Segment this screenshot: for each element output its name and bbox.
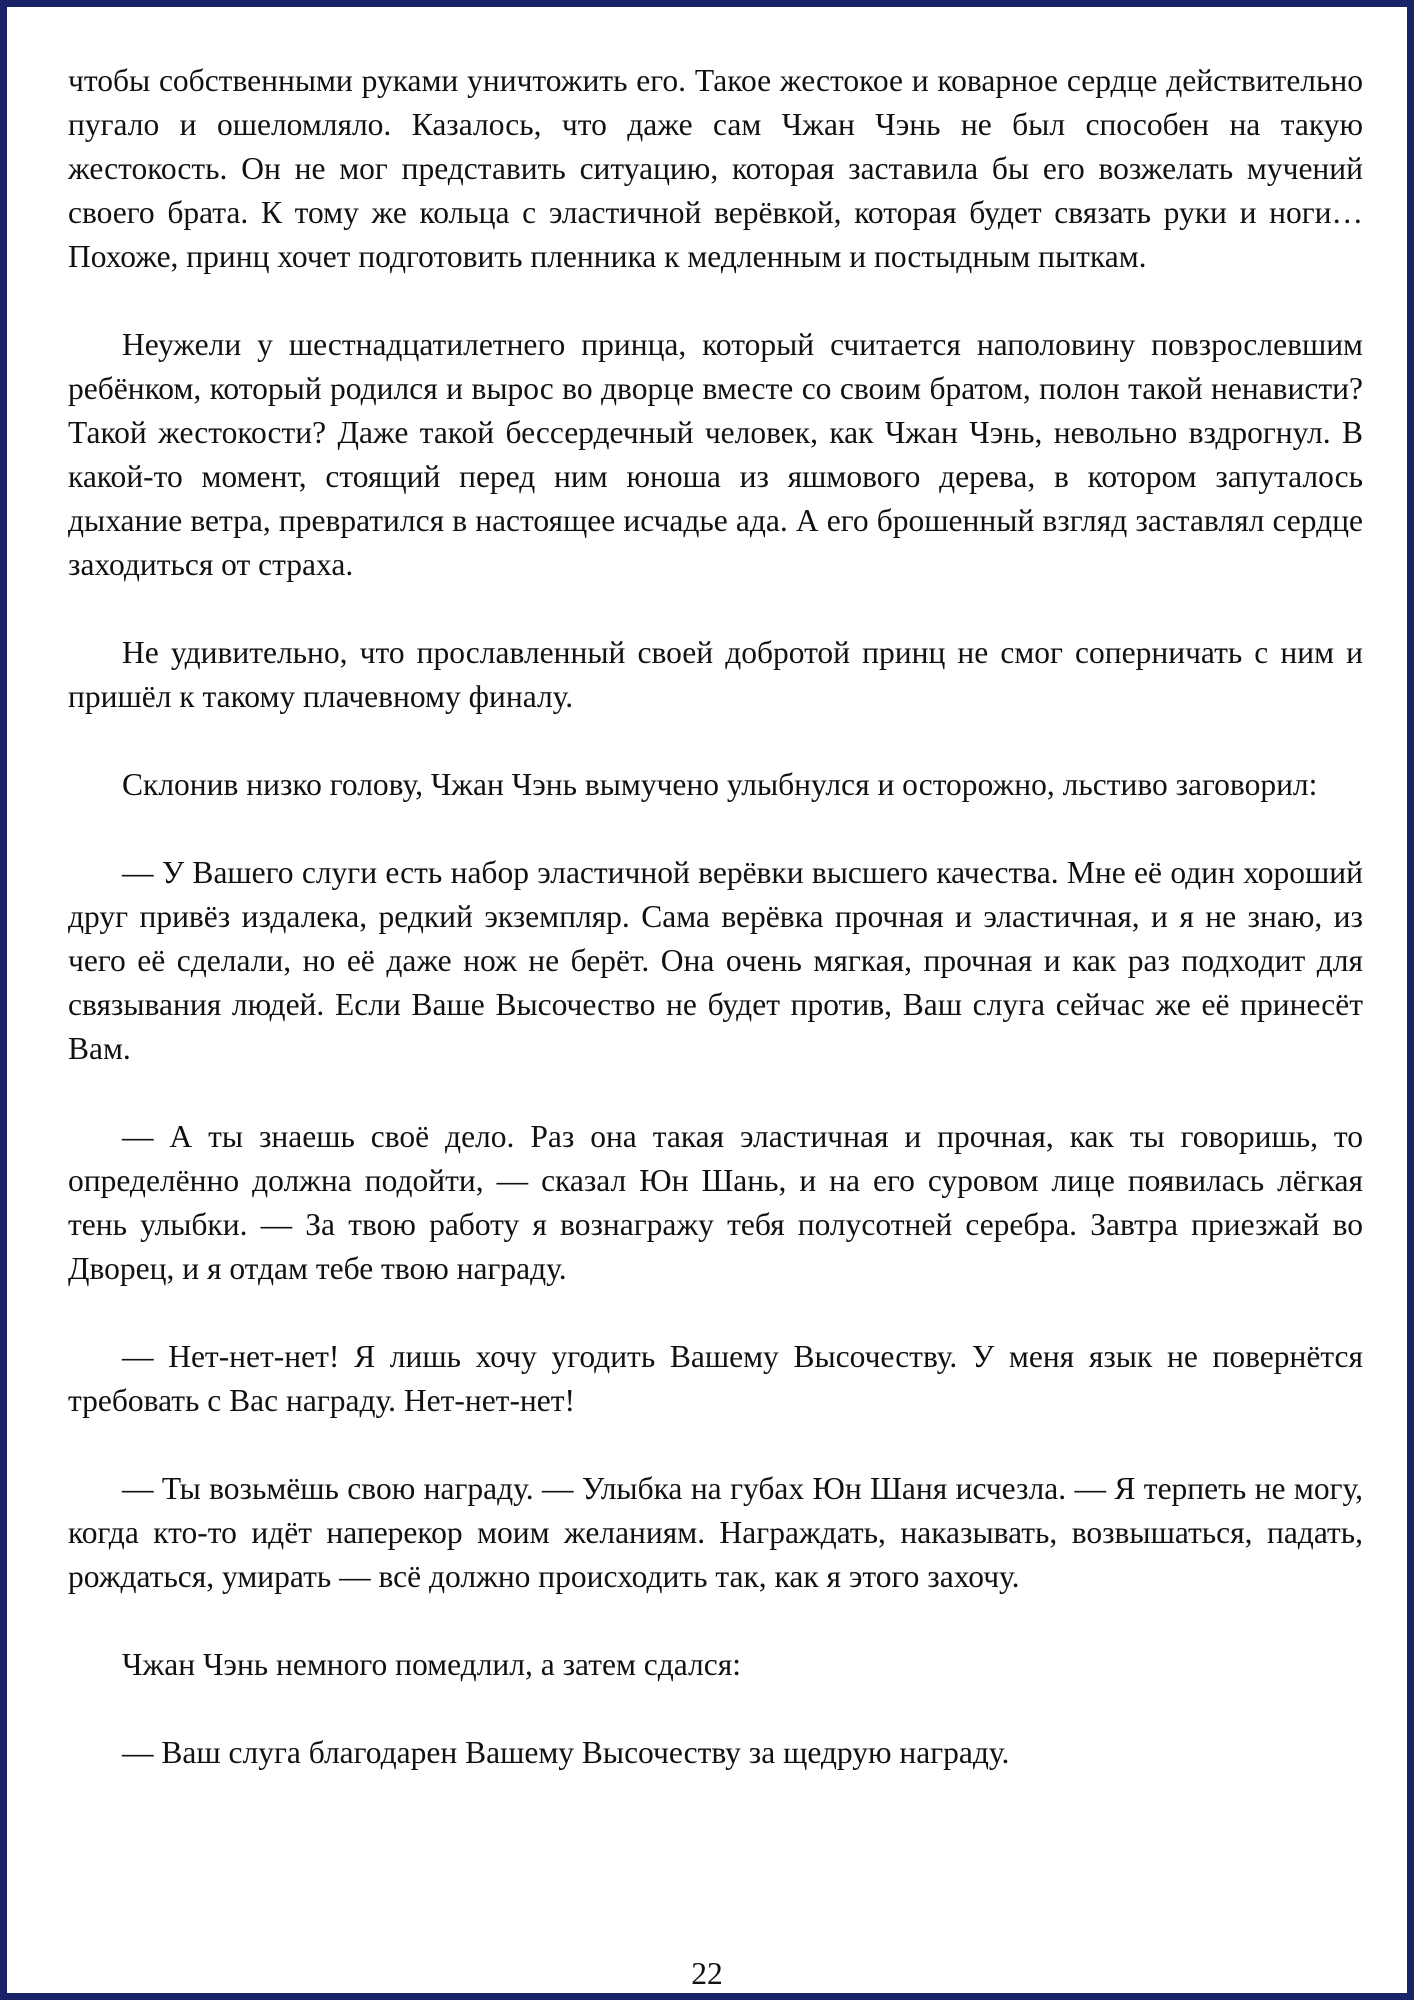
paragraph: Чжан Чэнь немного помедлил, а затем сдался: xyxy=(122,1647,741,1682)
paragraph: — А ты знаешь своё дело. Раз она такая эластичная и прочная, как ты говоришь, то определённо должна подойти, — сказал Юн Шань, и на его суровом лице появилась лёгкая тень улыбки. — За твою работу я вознагражу тебя полусотней серебра. Завтра приезжай во Дворец, и я отдам тебе твою награду. xyxy=(68,1119,1363,1286)
paragraph: Склонив низко голову, Чжан Чэнь вымучено улыбнулся и осторожно, льстиво заговорил: xyxy=(122,767,1318,802)
page-body xyxy=(68,59,1363,1775)
paragraph: — Ваш слуга благодарен Вашему Высочеству за щедрую награду. xyxy=(122,1735,1010,1770)
page-number: 22 xyxy=(691,1956,723,1991)
paragraph: — Ты возьмёшь свою награду. — Улыбка на губах Юн Шаня исчезла. — Я терпеть не могу, когда кто-то идёт наперекор моим желаниям. Награждать, наказывать, возвышаться, падать, рождаться, умирать — всё должно происходить так, как я этого захочу. xyxy=(68,1471,1363,1594)
paragraph: — Нет-нет-нет! Я лишь хочу угодить Вашему Высочеству. У меня язык не повернётся требовать с Вас награду. Нет-нет-нет! xyxy=(68,1339,1363,1418)
paragraph: Не удивительно, что прославленный своей добротой принц не смог соперничать с ним и пришёл к такому плачевному финалу. xyxy=(68,635,1363,714)
paragraph: Неужели у шестнадцатилетнего принца, который считается наполовину повзрослевшим ребёнком, который родился и вырос во дворце вместе со своим братом, полон такой ненависти? Такой жестокости? Даже такой бессердечный человек, как Чжан Чэнь, невольно вздрогнул. В какой-то момент, стоящий перед ним юноша из яшмового дерева, в котором запуталось дыхание ветра, превратился в настоящее исчадье ада. А его брошенный взгляд заставлял сердце заходиться от страха. xyxy=(68,327,1363,582)
paragraph: чтобы собственными руками уничтожить его. Такое жестокое и коварное сердце действительно пугало и ошеломляло. Казалось, что даже сам Чжан Чэнь не был способен на такую жестокость. Он не мог представить ситуацию, которая заставила бы его возжелать мучений своего брата. К тому же кольца с эластичной верёвкой, которая будет связать руки и ноги… Похоже, принц хочет подготовить пленника к медленным и постыдным пыткам. xyxy=(68,63,1363,274)
paragraph: — У Вашего слуги есть набор эластичной верёвки высшего качества. Мне её один хороший друг привёз издалека, редкий экземпляр. Сама верёвка прочная и эластичная, и я не знаю, из чего её сделали, но её даже нож не берёт. Она очень мягкая, прочная и как раз подходит для связывания людей. Если Ваше Высочество не будет против, Ваш слуга сейчас же её принесёт Вам. xyxy=(68,855,1363,1066)
